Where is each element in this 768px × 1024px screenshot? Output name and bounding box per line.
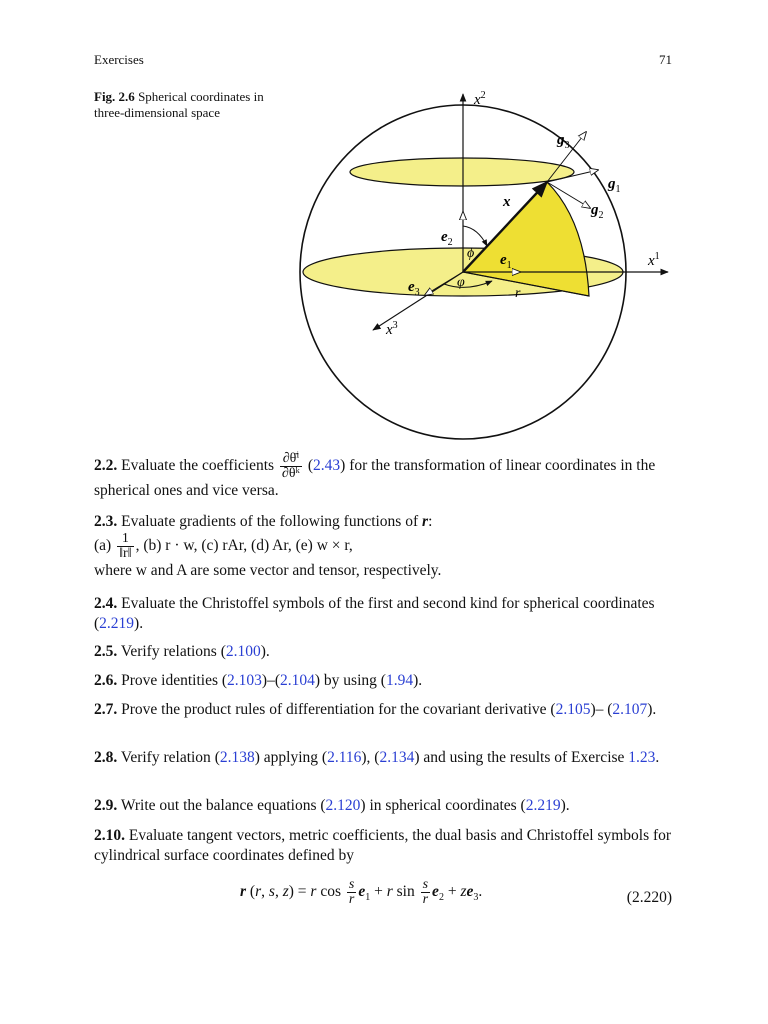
figure-caption-text: Spherical coordinates in three-dimensional space	[94, 89, 264, 120]
ref-2-43[interactable]: 2.43	[313, 457, 341, 475]
exercise-2-3: 2.3. Evaluate gradients of the following functions of r: (a) $\frac{1}{‖r‖}$ , (b) r · w, (c) rAr, (d) Ar, (e) w × r, where w and A are some vector and tensor, respectively.	[94, 513, 442, 579]
e1-label: $e_1$	[500, 252, 512, 271]
equation-number: (2.220)	[626, 889, 672, 906]
e2-label: $e_2$	[441, 229, 453, 248]
ref-2-103[interactable]: 2.103	[227, 672, 262, 689]
varphi-label: φ	[457, 275, 465, 290]
equation-body: r (r, s, z) = r cos $\frac{s}{r}$ $e_1 + r$ sin $\frac{s}{r}$ $e_2 + ze_3$.	[240, 877, 483, 907]
exercise-2-9: 2.9. Write out the balance equations (2.120) in spherical coordinates (2.219).	[94, 797, 570, 814]
e3-label: $e_3$	[408, 279, 420, 298]
ref-2-100[interactable]: 2.100	[225, 643, 261, 660]
ref-2-134[interactable]: 2.134	[379, 749, 415, 766]
g2-label: $g_2$	[591, 202, 604, 221]
exercise-2-8: 2.8. Verify relation (2.138) applying (2.116), (2.134) and using the results of Exercise 1.23.	[94, 749, 660, 766]
exercise-2-4: 2.4. Evaluate the Christoffel symbols of the first and second kind for spherical coordinates (2.219).	[94, 595, 655, 632]
figure-label: Fig. 2.6	[94, 89, 135, 104]
running-head: Exercises	[94, 52, 144, 67]
page-number: 71	[659, 52, 672, 67]
equation-2-220	[94, 878, 672, 918]
ref-2-105[interactable]: 2.105	[555, 701, 591, 718]
phi-label: ϕ	[467, 246, 475, 261]
inverse-norm-fraction: $\frac{1}{‖r‖}$	[119, 531, 132, 561]
ref-2-138[interactable]: 2.138	[219, 749, 255, 766]
x3-label: $x^3$	[386, 320, 398, 338]
r-label: r	[515, 286, 521, 301]
figure-caption	[94, 89, 264, 121]
ref-1-23[interactable]: 1.23	[628, 749, 656, 766]
exercise-2-6: 2.6. Prove identities (2.103)–(2.104) by using (1.94).	[94, 672, 423, 689]
ref-1-94[interactable]: 1.94	[385, 672, 414, 689]
g1-label: $g_1$	[608, 176, 621, 195]
ref-2-104[interactable]: 2.104	[280, 672, 315, 689]
ref-2-107[interactable]: 2.107	[612, 701, 648, 718]
ref-2-120[interactable]: 2.120	[325, 797, 361, 814]
exercise-2-5: 2.5. Verify relations (2.100).	[94, 643, 270, 660]
spherical-coordinates-figure	[290, 82, 680, 442]
ref-2-219b[interactable]: 2.219	[525, 797, 561, 814]
coefficient-fraction: $\frac{\text{∂θ̄ⁱ}}{\text{∂θᵏ}}$	[281, 451, 300, 481]
x1-label: $x^1$	[648, 251, 660, 269]
latitude-plane	[350, 158, 574, 186]
position-label: x	[503, 194, 511, 210]
exercise-2-2: 2.2. Evaluate the coefficients $\frac{\text{∂θ̄ⁱ}}{\text{∂θᵏ}}$ (2.43) for the transformation of linear coordinates in the spherical ones and vice versa.	[94, 451, 656, 499]
phi-arc	[463, 226, 487, 246]
ref-2-219[interactable]: 2.219	[99, 615, 135, 632]
exercise-2-10: 2.10. Evaluate tangent vectors, metric coefficients, the dual basis and Christoffel symbols for cylindrical surface coordinates defined by	[94, 827, 672, 864]
g3-label: $g_3$	[557, 132, 570, 151]
ref-2-116[interactable]: 2.116	[327, 749, 362, 766]
page-header	[94, 52, 672, 70]
x2-label: $x^2$	[474, 90, 486, 108]
exercise-2-7: 2.7. Prove the product rules of differentiation for the covariant derivative (2.105)– (2.107).	[94, 701, 657, 718]
